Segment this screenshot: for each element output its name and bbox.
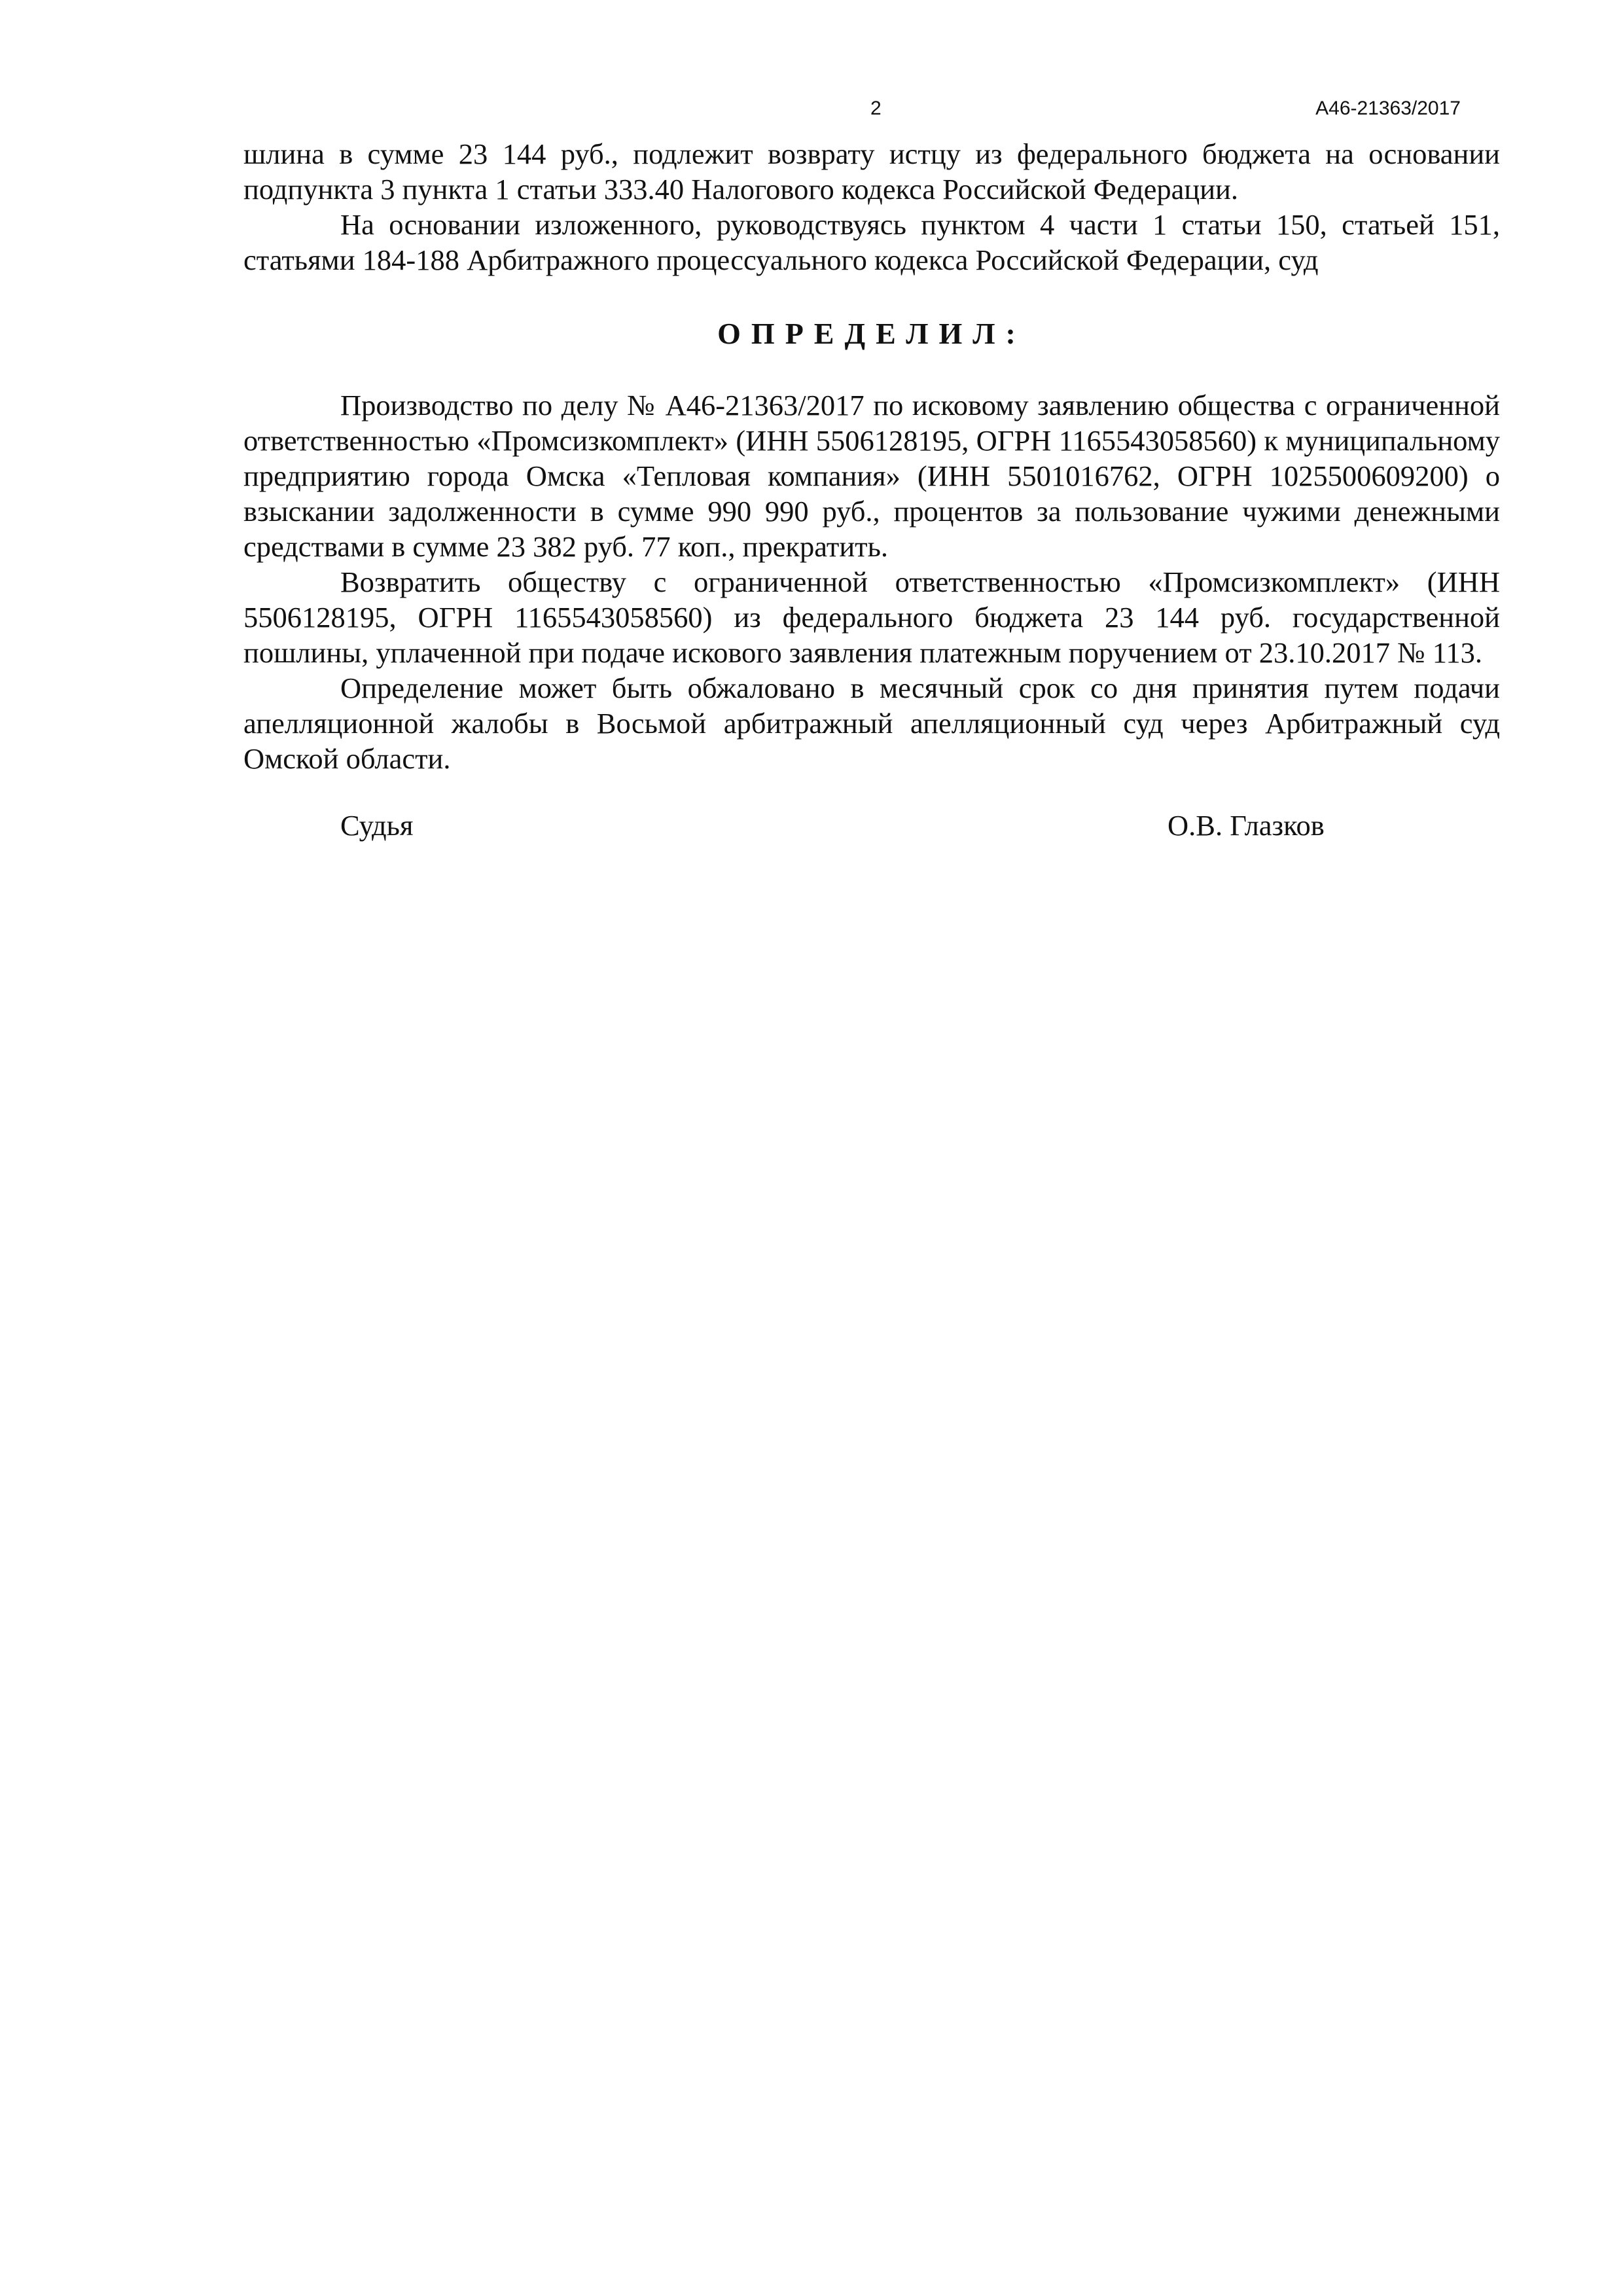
ruling-heading: ОПРЕДЕЛИЛ:	[717, 317, 1026, 350]
case-number: А46-21363/2017	[1315, 98, 1461, 119]
page-header	[243, 96, 1461, 122]
document-body	[243, 136, 1500, 847]
judge-name: О.В. Глазков	[1168, 809, 1325, 842]
paragraph-state-duty-refund-basis: шлина в сумме 23 144 руб., подлежит возврату истцу из федерального бюджета на основании подпункта 3 пункта 1 статьи 333.40 Налогового кодекса Российской Федерации.	[243, 137, 1500, 206]
paragraph-appeal-notice: Определение может быть обжаловано в месячный срок со дня принятия путем подачи апелляционной жалобы в Восьмой арбитражный апелляционный суд через Арбитражный суд Омской области.	[243, 672, 1500, 775]
paragraph-refund-order: Возвратить обществу с ограниченной ответственностью «Промсизкомплект» (ИНН 5506128195, ОГРН 1165543058560) из федерального бюджета 23 144 руб. государственной пошлины, уплаченной при подаче искового заявления платежным поручением от 23.10.2017 № 113.	[243, 565, 1500, 669]
signature-block	[243, 808, 1500, 847]
paragraph-proceedings-terminated: Производство по делу № А46-21363/2017 по исковому заявлению общества с ограниченной ответственностью «Промсизкомплект» (ИНН 5506128195, ОГРН 1165543058560) к муниципальному предприятию города Омска «Тепловая компания» (ИНН 5501016762, ОГРН 1025500609200) о взыскании задолженности в сумме 990 990 руб., процентов за пользование чужими денежными средствами в сумме 23 382 руб. 77 коп., прекратить.	[243, 389, 1500, 563]
page-number: 2	[870, 98, 882, 119]
judge-title: Судья	[340, 809, 414, 842]
paragraph-legal-grounds: На основании изложенного, руководствуясь пунктом 4 части 1 статьи 150, статьей 151, статьями 184-188 Арбитражного процессуального кодекса Российской Федерации, суд	[243, 208, 1500, 276]
